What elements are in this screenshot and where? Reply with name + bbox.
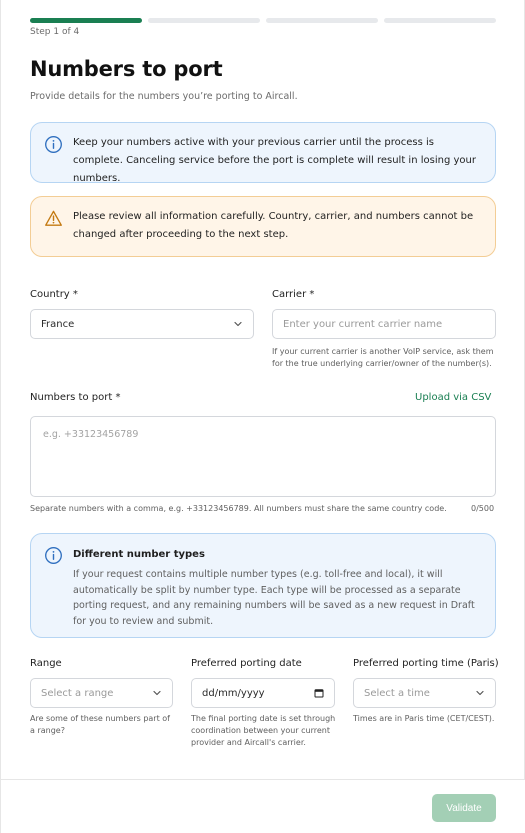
country-select-value: France: [41, 318, 75, 330]
numbers-label: Numbers to port *: [30, 392, 121, 403]
numbers-textarea-placeholder: e.g. +33123456789: [43, 429, 139, 440]
step-progress-bar: [30, 18, 496, 23]
progress-segment-1: [30, 18, 142, 23]
porting-date-input[interactable]: [191, 678, 335, 708]
porting-time-help-text: Times are in Paris time (CET/CEST).: [353, 714, 495, 723]
numbers-help-text: Separate numbers with a comma, e.g. +33123456789. All numbers must share the same country code.: [30, 504, 447, 513]
warning-banner: [30, 196, 496, 257]
range-label: Range: [30, 658, 62, 669]
number-types-body: If your request contains multiple number types (e.g. toll-free and local), it will automatically be split by number type. Each type will be processed as a separate porting request, and any remaining numbers will be saved as a new request in Draft for you to review and submit.: [73, 569, 475, 627]
numbers-counter: 0/500: [471, 504, 495, 513]
step-label: Step 1 of 4: [30, 27, 80, 37]
page-title: Numbers to port: [30, 57, 223, 81]
range-select-placeholder: Select a range: [41, 687, 114, 699]
info-icon: [44, 135, 63, 154]
info-icon: [44, 546, 63, 565]
porting-time-select[interactable]: [353, 678, 496, 708]
porting-time-label: Preferred porting time (Paris): [353, 658, 499, 669]
numbers-textarea[interactable]: [30, 416, 496, 497]
carrier-input-placeholder: Enter your current carrier name: [283, 318, 443, 330]
range-help-text: Are some of these numbers part of a range?: [30, 714, 170, 735]
validate-button[interactable]: Validate: [432, 794, 496, 822]
info-banner: [30, 122, 496, 183]
chevron-down-icon: [152, 688, 162, 698]
chevron-down-icon: [475, 688, 485, 698]
carrier-help-text: If your current carrier is another VoIP service, ask them for the true underlying carrier/owner of the number(s).: [272, 347, 494, 368]
porting-date-help-text: The final porting date is set through coordination between your current provider and Aircall's carrier.: [191, 714, 336, 747]
warning-banner-text: Please review all information carefully. Country, carrier, and numbers cannot be changed after proceeding to the next step.: [73, 211, 474, 240]
country-select[interactable]: [30, 309, 254, 339]
carrier-label: Carrier *: [272, 289, 315, 300]
warning-icon: [44, 209, 63, 228]
info-banner-text: Keep your numbers active with your previous carrier until the process is complete. Canceling service before the port is complete will result in losing your numbers.: [73, 137, 476, 184]
range-select[interactable]: [30, 678, 173, 708]
progress-segment-2: [148, 18, 260, 23]
calendar-icon[interactable]: [314, 688, 324, 698]
carrier-input[interactable]: [272, 309, 496, 339]
progress-segment-3: [266, 18, 378, 23]
number-types-heading: Different number types: [73, 549, 205, 560]
porting-date-placeholder: dd/mm/yyyy: [202, 687, 265, 699]
porting-time-placeholder: Select a time: [364, 687, 430, 699]
chevron-down-icon: [233, 319, 243, 329]
upload-csv-link[interactable]: Upload via CSV: [415, 392, 492, 403]
page-subtitle: Provide details for the numbers you’re porting to Aircall.: [30, 91, 298, 102]
form-footer: [1, 779, 525, 833]
porting-date-label: Preferred porting date: [191, 658, 302, 669]
number-types-banner: [30, 533, 496, 638]
progress-segment-4: [384, 18, 496, 23]
country-label: Country *: [30, 289, 78, 300]
